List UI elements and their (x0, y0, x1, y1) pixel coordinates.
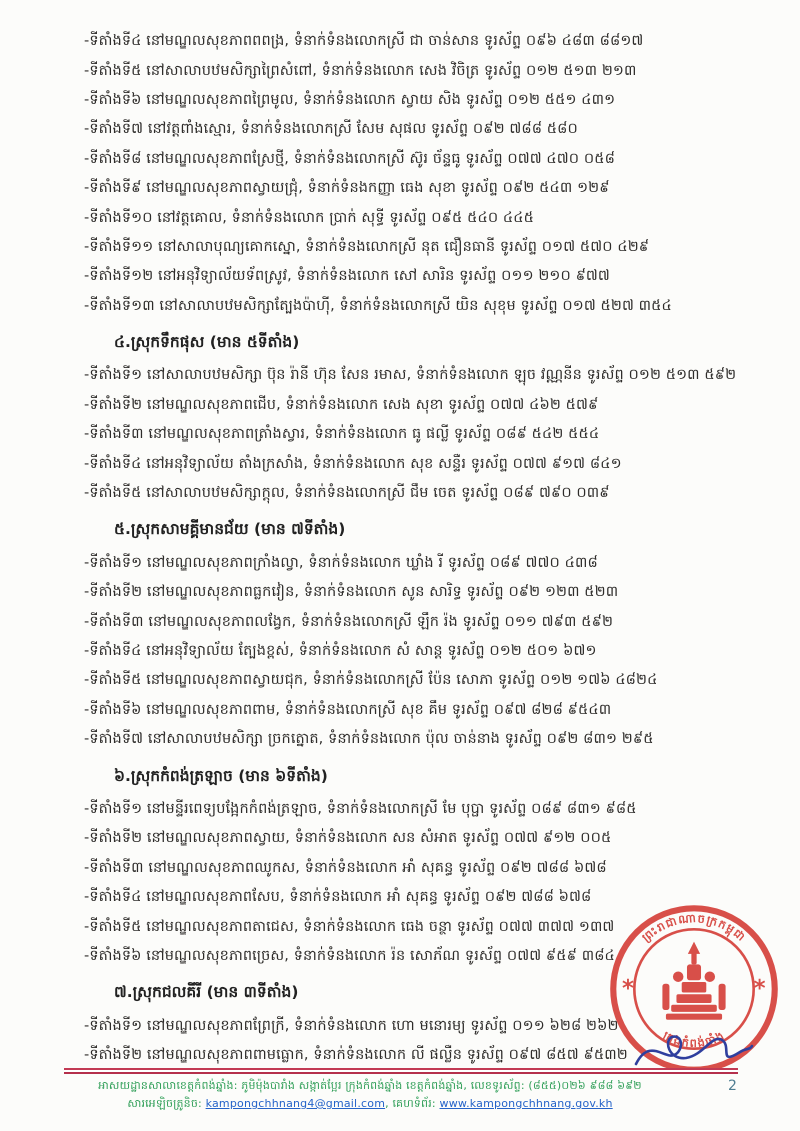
stamp-star-right-icon: * (753, 976, 766, 1003)
document-line: -ទីតាំងទី៥ នៅមណ្ឌលសុខភាពស្វាយជុក, ទំនាក់ទំនងលោកស្រី ប៉ែន សោភា ទូរស័ព្ទ ០១២ ១៧៦ ៤៨២៤ (84, 672, 658, 689)
section-header: ៧.ស្រុកជលគីរី (មាន ៣ទីតាំង) (114, 983, 299, 1002)
website-link[interactable]: www.kampongchhnang.gov.kh (439, 1097, 613, 1110)
document-line: -ទីតាំងទី៦ នៅមណ្ឌលសុខភាពពាម, ទំនាក់ទំនងលោកស្រី សុខ គឹម ទូរស័ព្ទ ០៩៧ ៨២៨ ៩៥៤៣ (84, 701, 612, 718)
document-line: -ទីតាំងទី១១ នៅសាលាបុណ្យគោកស្នោ, ទំនាក់ទំនងលោកស្រី នុត ជឿនធានី ទូរស័ព្ទ ០១៧ ៥៧០ ៤២៩ (84, 238, 650, 255)
email-link[interactable]: kampongchhnang4@gmail.com (205, 1097, 386, 1110)
footer-separator: , (385, 1097, 393, 1110)
footer-contact-line (60, 1095, 680, 1113)
stamp-star-left-icon: * (622, 976, 634, 1003)
document-line: -ទីតាំងទី១២ នៅអនុវិទ្យាល័យទ័ពស្រូវ, ទំនាក់ទំនងលោក សៅ សារិន ទូរស័ព្ទ ០១១ ២១០ ៩៧៧ (84, 268, 610, 285)
document-line: -ទីតាំងទី៦ នៅមណ្ឌលសុខភាពព្រៃមូល, ទំនាក់ទំនងលោក ស្វាយ សិង ទូរស័ព្ទ ០១២ ៥៥១ ៤៣១ (84, 91, 616, 108)
section-header: ៤.ស្រុកទឹកផុស (មាន ៥ទីតាំង) (114, 333, 300, 352)
document-line: -ទីតាំងទី២ នៅមណ្ឌលសុខភាពធ្លកវៀន, ទំនាក់ទំនងលោក សូន សារិទ្ធ ទូរស័ព្ទ ០៩២ ១២៣ ៥២៣ (84, 584, 619, 601)
page-number: 2 (728, 1078, 737, 1094)
document-line: -ទីតាំងទី២ នៅមណ្ឌលសុខភាពស្វាយ, ទំនាក់ទំនងលោក សន សំអាត ទូរស័ព្ទ ០៧៧ ៩១២ ០០៥ (84, 830, 612, 847)
document-line: -ទីតាំងទី៧ នៅសាលាបឋមសិក្សា ច្រកត្នោត, ទំនាក់ទំនងលោក ប៉ុល ចាន់នាង ទូរស័ព្ទ ០៩២ ៨៣១ ២៩៥ (84, 731, 654, 748)
document-line: -ទីតាំងទី១០ នៅវត្តគោល, ទំនាក់ទំនងលោក ប្រាក់ សុទ្ធី ទូរស័ព្ទ ០៩៥ ៥៤០ ៤៤៥ (84, 209, 534, 226)
document-line: -ទីតាំងទី៤ នៅមណ្ឌលសុខភាពពពង្រ, ទំនាក់ទំនងលោកស្រី ជា ចាន់សាន ទូរស័ព្ទ ០៩៦ ៤៨៣ ៨៨១៧ (84, 33, 644, 50)
document-line: -ទីតាំងទី៣ នៅមណ្ឌលសុខភាពឈូកស, ទំនាក់ទំនងលោក អាំ សុគន្ធ ទូរស័ព្ទ ០៩២ ៧៨៨ ៦៧៨ (84, 859, 607, 876)
document-line: -ទីតាំងទី១ នៅមណ្ឌលសុខភាពក្រាំងល្វា, ទំនាក់ទំនងលោក ឃ្លាំង រី ទូរស័ព្ទ ០៨៩ ៧៧០ ៤៣៨ (84, 554, 598, 571)
document-line: -ទីតាំងទី៤ នៅអនុវិទ្យាល័យ តាំងក្រសាំង, ទំនាក់ទំនងលោក សុខ សន្ទឺរ ទូរស័ព្ទ ០៧៧ ៩១៧ ៨៤១ (84, 455, 622, 472)
footer-divider (64, 1068, 738, 1074)
document-line: -ទីតាំងទី១៣ នៅសាលាបឋមសិក្សាត្បែងប៉ាហ៊ី, ទំនាក់ទំនងលោកស្រី យិន សុខុម ទូរស័ព្ទ ០១៧ ៥២៧ ៣៥៤ (84, 297, 672, 314)
document-line: -ទីតាំងទី២ នៅមណ្ឌលសុខភាពជើប, ទំនាក់ទំនងលោក សេង សុខា ទូរស័ព្ទ ០៧៧ ៤៦២ ៥៧៩ (84, 396, 599, 413)
document-line: -ទីតាំងទី១ នៅមន្ទីរពេទ្យបង្អែកកំពង់ត្រឡាច, ទំនាក់ទំនងលោកស្រី មែ បុប្ផា ទូរស័ព្ទ ០៨៩ ៨៣១ ៩៨៥ (84, 800, 637, 817)
document-line: -ទីតាំងទី៣ នៅមណ្ឌលសុខភាពលង្វែក, ទំនាក់ទំនងលោកស្រី ឡឹក រ៉ង ទូរស័ព្ទ ០១១ ៧៩៣ ៥៩២ (84, 613, 614, 630)
section-header: ៥.ស្រុកសាមគ្គីមានជ័យ (មាន ៧ទីតាំង) (114, 520, 346, 539)
footer-email-label: សារអេឡិចត្រូនិច: (127, 1097, 206, 1110)
document-line: -ទីតាំងទី៤ នៅមណ្ឌលសុខភាពសែប, ទំនាក់ទំនងលោក អាំ សុគន្ធ ទូរស័ព្ទ ០៩២ ៧៨៨ ៦៧៨ (84, 889, 592, 906)
document-line: -ទីតាំងទី៦ នៅមណ្ឌលសុខភាពច្រេស, ទំនាក់ទំនងលោក រ៉ន សោភ័ណ ទូរស័ព្ទ ០៧៧ ៩៥៩ ៣៨៤ (84, 947, 615, 964)
document-body (84, 28, 784, 1071)
document-line: -ទីតាំងទី៥ នៅមណ្ឌលសុខភាពតាជេស, ទំនាក់ទំនងលោក ធេង ចន្ថា ទូរស័ព្ទ ០៧៧ ៣៧៧ ១៣៧ (84, 918, 615, 935)
document-line: -ទីតាំងទី១ នៅសាលាបឋមសិក្សា ប៊ុន រ៉ានី ហ៊ុន សែន រមាស, ទំនាក់ទំនងលោក ឡុច វណ្ណនីន ទូរស័ព្ទ ០១២ ៥១៣ ៥៩២ (84, 367, 737, 384)
document-line: -ទីតាំងទី៨ នៅមណ្ឌលសុខភាពស្រែថ្មី, ទំនាក់ទំនងលោកស្រី ស៊ូរ ច័ន្ទធូ ទូរស័ព្ទ ០៧៧ ៤៧០ ០៥៨ (84, 150, 615, 167)
page-footer (60, 1077, 680, 1113)
footer-address-line: អាសយដ្ឋានសាលាខេត្តកំពង់ឆ្នាំង: ភូមិម៉ុងបារាំង សង្កាត់ប្អែរ ក្រុងកំពង់ឆ្នាំង ខេត្តកំពង់ឆ្នាំង, លេខទូរស័ព្ទ: (៨៥៥)០២៦ ៩៨៨ ៦៩២ (98, 1079, 642, 1092)
document-line: -ទីតាំងទី៣ នៅមណ្ឌលសុខភាពត្រាំងស្វារ, ទំនាក់ទំនងលោក ធូ ផល្លី ទូរស័ព្ទ ០៨៩ ៥៤២ ៥៥៤ (84, 426, 600, 443)
document-line: -ទីតាំងទី១ នៅមណ្ឌលសុខភាពព្រែក្រី, ទំនាក់ទំនងលោក ហោ មនោរម្យ ទូរស័ព្ទ ០១១ ៦២៨ ២៦២ (84, 1017, 619, 1034)
document-line: -ទីតាំងទី៧ នៅវត្តពាំងស្មោរ, ទំនាក់ទំនងលោកស្រី សែម សុផល ទូរស័ព្ទ ០៩២ ៧៨៨ ៥៨០ (84, 121, 578, 138)
stamp-arc-text-bottom: ក្រុងកំពង់ឆ្នាំង (660, 1028, 728, 1050)
document-line: -ទីតាំងទី៥ នៅសាលាបឋមសិក្សាក្តុល, ទំនាក់ទំនងលោកស្រី ជឹម ចេត ទូរស័ព្ទ ០៨៩ ៧៩០ ០៣៩ (84, 485, 610, 502)
document-line: -ទីតាំងទី៤ នៅអនុវិទ្យាល័យ ត្បែងខ្ពស់, ទំនាក់ទំនងលោក សំ សាន្ត ទូរស័ព្ទ ០១២ ៥០១ ៦៧១ (84, 643, 597, 659)
document-line: -ទីតាំងទី៩ នៅមណ្ឌលសុខភាពស្វាយជ្រុំ, ទំនាក់ទំនងកញ្ញា ធេង សុខា ទូរស័ព្ទ ០៩២ ៥៤៣ ១២៩ (84, 180, 610, 197)
section-header: ៦.ស្រុកកំពង់ត្រឡាច (មាន ៦ទីតាំង) (114, 766, 328, 785)
document-line: -ទីតាំងទី៥ នៅសាលាបឋមសិក្សាព្រៃសំពៅ, ទំនាក់ទំនងលោក សេង វិចិត្រ ទូរស័ព្ទ ០១២ ៥១៣ ២១៣ (84, 62, 637, 79)
stamp-arc-text-top: ព្រះរាជាណាចក្រកម្ពុជា (639, 910, 750, 945)
document-line: -ទីតាំងទី២ នៅមណ្ឌលសុខភាពពាមធ្លោក, ទំនាក់ទំនងលោក លី ផល្លឺន ទូរស័ព្ទ ០៩៧ ៨៥៧ ៩៥៣២ (84, 1047, 628, 1064)
footer-website-label: គេហទំព័រ: (392, 1097, 440, 1110)
